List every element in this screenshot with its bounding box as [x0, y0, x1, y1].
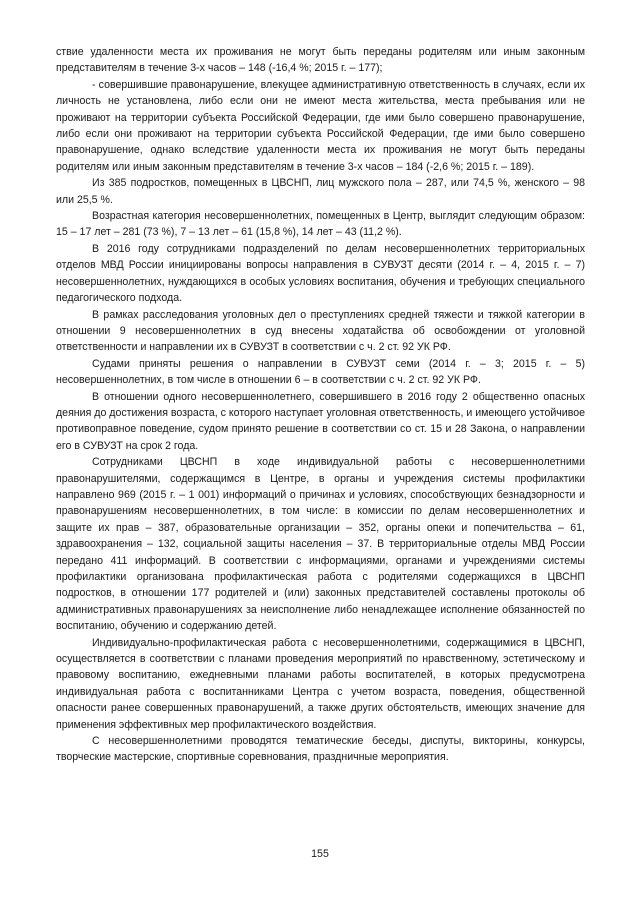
paragraph-list-item: - совершившие правонарушение, влекущее административную ответственность в случаях, если их личность не установлена, либо если они не имеют места жительства, места пребывания или не проживают на территории субъекта Российской Федерации, где ими было совершено правонарушение, либо если они проживают на территории субъекта Российской Федерации, где ими было совершено правонарушение, однако вследствие удаленности места их проживания не могут быть переданы родителям или иным законным представителям в течение 3-х часов – 184 (-2,6 %; 2015 г. – 189). — [56, 78, 585, 173]
paragraph: Из 385 подростков, помещенных в ЦВСНП, лиц мужского пола – 287, или 74,5 %, женского – 98 или 25,5 %. — [56, 177, 585, 206]
paragraph: В отношении одного несовершеннолетнего, совершившего в 2016 году 2 общественно опасных деяния до достижения возраста, с которого наступает уголовная ответственность, и имеющего устойчивое противоправное поведение, судом принято решение в соответствии со ст. 15 и 28 Закона, о направлении его в СУВУЗТ на срок 2 года. — [56, 390, 585, 452]
page-number: 155 — [311, 848, 329, 860]
paragraph: С несовершеннолетними проводятся тематические беседы, диспуты, викторины, конкурсы, творческие мастерские, спортивные соревнования, праздничные мероприятия. — [56, 735, 585, 764]
document-body — [56, 44, 585, 766]
paragraph: Сотрудниками ЦВСНП в ходе индивидуальной работы с несовершеннолетними правонарушителями, содержащимся в Центре, в органы и учреждения системы профилактики направлено 969 (2015 г. – 1 001) информаций о причинах и условиях, способствующих безнадзорности и правонарушениям несовершеннолетних, в том числе: в комиссии по делам несовершеннолетних и защите их прав – 387, образовательные организации – 352, органы опеки и попечительства – 61, здравоохранения – 132, социальной защиты населения – 37. В территориальные отделы МВД России передано 411 информаций. В соответствии с информациями, органами и учреждениями системы профилактики организована профилактическая работа с родителями содержащихся в ЦВСНП подростков, в отношении 177 родителей и (или) законных представителей составлены протоколы об административных правонарушениях за неисполнение либо ненадлежащее исполнение обязанностей по воспитанию, обучению и содержанию детей. — [56, 456, 585, 633]
paragraph: В 2016 году сотрудниками подразделений по делам несовершеннолетних территориальных отделов МВД России инициированы вопросы направления в СУВУЗТ десяти (2014 г. – 4, 2015 г. – 7) несовершеннолетних, нуждающихся в особых условиях воспитания, обучения и требующих специального педагогического подхода. — [56, 242, 585, 305]
paragraph-continuation: ствие удаленности места их проживания не могут быть переданы родителям или иным законным представителям в течение 3-х часов – 148 (-16,4 %; 2015 г. – 177); — [56, 46, 585, 75]
paragraph: Возрастная категория несовершеннолетних, помещенных в Центр, выглядит следующим образом: 15 – 17 лет – 281 (73 %), 7 – 13 лет – 61 (15,8 %), 14 лет – 43 (11,2 %). — [56, 210, 585, 239]
paragraph: Индивидуально-профилактическая работа с несовершеннолетними, содержащимися в ЦВСНП, осуществляется в соответствии с планами проведения мероприятий по нравственному, эстетическому и правовому воспитанию, ежедневными планами работы воспитателей, в которых предусмотрена индивидуальная работа с воспитанниками Центра с учетом возраста, поведения, общественной опасности ранее совершенных правонарушений, а также других обстоятельств, имеющих значение для применения эффективных мер профилактического воздействия. — [56, 636, 585, 731]
paragraph: В рамках расследования уголовных дел о преступлениях средней тяжести и тяжкой категории в отношении 9 несовершеннолетних в суд внесены ходатайства об освобождении от уголовной ответственности и направлении их в СУВУЗТ в соответствии с ч. 2 ст. 92 УК РФ. — [56, 308, 585, 354]
paragraph: Судами приняты решения о направлении в СУВУЗТ семи (2014 г. – 3; 2015 г. – 5) несовершеннолетних, в том числе в отношении 6 – в соответствии с ч. 2 ст. 92 УК РФ. — [56, 357, 585, 387]
